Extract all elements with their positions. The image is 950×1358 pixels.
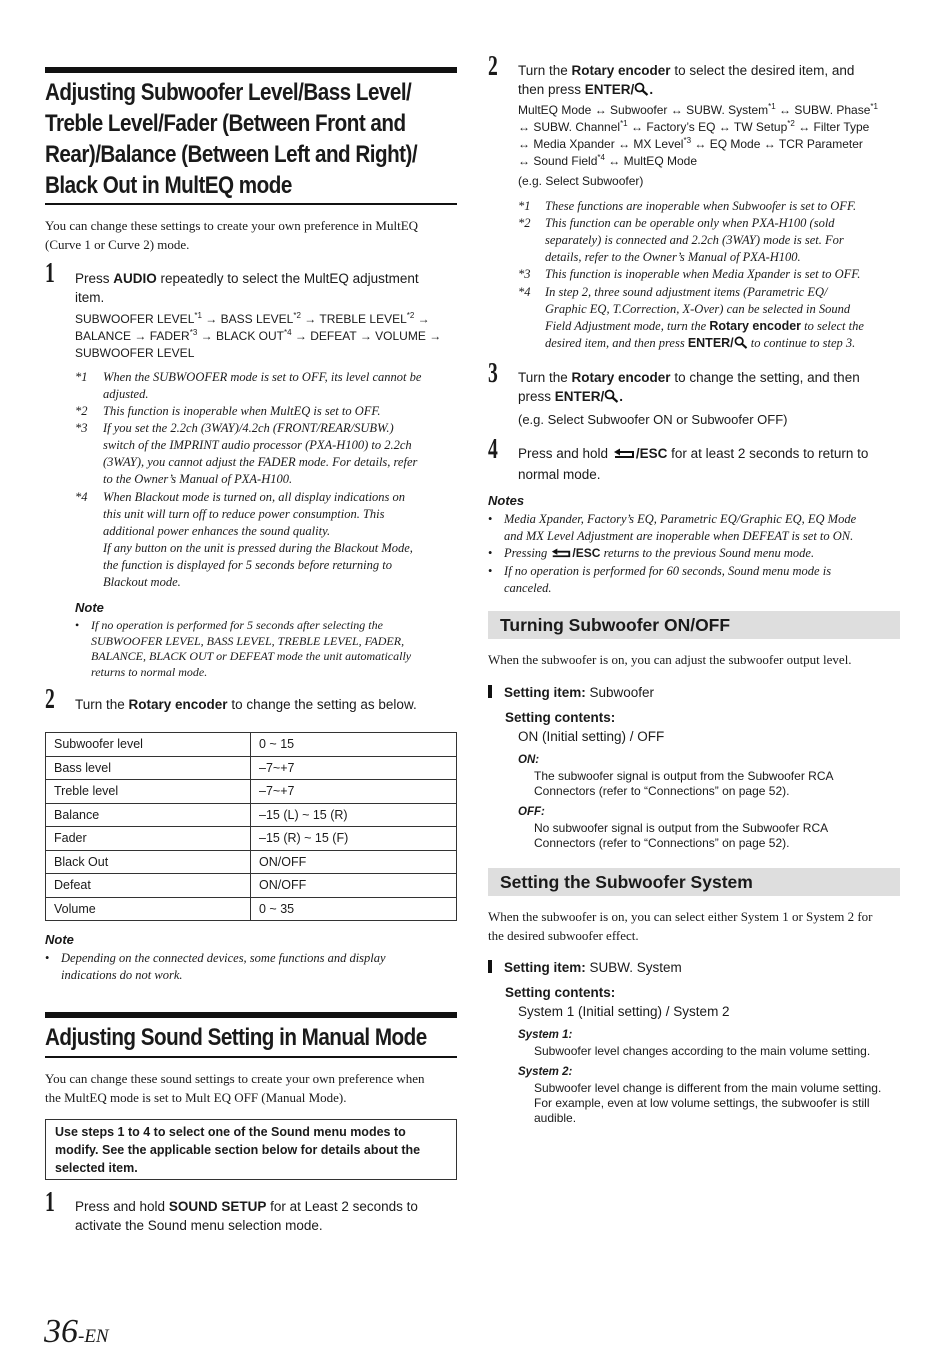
note-heading: Note: [75, 600, 104, 615]
option-description: No subwoofer signal is output from the Subwoofer RCA Connectors (refer to “Connections” on page 52).: [534, 821, 829, 850]
section-description: When the subwoofer is on, you can adjust the subwoofer output level.: [488, 652, 852, 667]
table-row: [46, 780, 457, 804]
return-arrow-icon: [550, 547, 572, 564]
section-heading-subwoofer-system: Setting the Subwoofer System: [488, 868, 900, 896]
setting-contents-label: Setting contents:: [505, 985, 616, 1000]
title-line: Black Out in MultEQ mode: [45, 172, 292, 199]
intro-paragraph: You can change these sound settings to create your own preference when the MultEQ mode is set to Mult EQ OFF (Manual Mode).: [45, 1071, 425, 1105]
footnote: *3 This function is inoperable when Media Xpander is set to OFF.: [518, 267, 861, 281]
table-row: [46, 827, 457, 851]
table-row: [46, 897, 457, 921]
setting-item: Setting item: Subwoofer: [488, 685, 654, 700]
title-line: Adjusting Subwoofer Level/Bass Level/: [45, 79, 412, 106]
step-instruction: Turn the Rotary encoder to change the setting, and then press ENTER/ .: [518, 368, 900, 408]
note-bullet: • Pressing /ESC returns to the previous Sound menu mode.: [488, 545, 900, 562]
return-arrow-icon: [612, 446, 636, 465]
option-description: Subwoofer level changes according to the main volume setting.: [534, 1044, 871, 1058]
setting-contents-value: ON (Initial setting) / OFF: [518, 729, 665, 744]
note-heading: Note: [45, 932, 74, 947]
footnote: *2 This function can be operable only when PXA-H100 (sold separately) is connected and 2.2ch (3WAY) mode is set. For details, refer to the Owner’s Manual of PXA-H100.: [518, 216, 844, 264]
item-marker: [488, 960, 492, 973]
footnote: *2 This function is inoperable when MultEQ is set to OFF.: [75, 404, 381, 418]
footnote: *4 When Blackout mode is turned on, all display indications on this unit will turn off to reduce power consumption. This additional power enhances the sound quality. If any button on the unit is pressed during the Blackout Mode, the function is displayed for 5 seconds before returning to Blackout mode.: [75, 490, 413, 589]
intro-paragraph: You can change these settings to create your own preference in MultEQ (Curve 1 or Curve 2) mode.: [45, 218, 419, 252]
search-icon: [734, 336, 748, 354]
table-row: [46, 733, 457, 757]
footnote: *1 These functions are inoperable when Subwoofer is set to OFF.: [518, 199, 857, 213]
option-label: OFF:: [518, 806, 545, 818]
setting-name-cell: Fader: [46, 827, 251, 851]
title-line: Treble Level/Fader (Between Front and: [45, 110, 406, 137]
note-bullet: • Media Xpander, Factory’s EQ, Parametric EQ/Graphic EQ, EQ Mode and MX Level Adjustment are inoperable when DEFEAT is set to ON.: [488, 512, 857, 543]
option-description: Subwoofer level change is different from the main volume setting. For example, even at low volume settings, the subwoofer is still audible.: [534, 1081, 882, 1125]
setting-item: Setting item: SUBW. System: [488, 960, 682, 975]
step-instruction: Turn the Rotary encoder to select the desired item, and then press ENTER/ .: [518, 61, 900, 101]
setting-name-cell: Bass level: [46, 756, 251, 780]
step-number: 1: [45, 1187, 55, 1218]
setting-name-cell: Black Out: [46, 850, 251, 874]
step-number: 2: [488, 51, 498, 82]
table-row: [46, 803, 457, 827]
setting-name-cell: Defeat: [46, 874, 251, 898]
setting-contents-value: System 1 (Initial setting) / System 2: [518, 1004, 730, 1019]
item-sequence: MultEQ Mode ↔ Subwoofer ↔ SUBW. System$^{*1}$ ↔ SUBW. Phase$^{*1}$ ↔ SUBW. Channel$^{*1}$ ↔ Factory’s EQ ↔ TW Setup$^{*2}$ ↔ Filter Type ↔ Media Xpander ↔ MX Level$^{*3}$ ↔ EQ Mode ↔ TCR Parameter ↔ Sound Field$^{*4}$ ↔ MultEQ Mode (e.g. Select Subwoofer): [518, 102, 878, 188]
setting-range-cell: ON/OFF: [251, 850, 457, 874]
section-title-manual-mode: Adjusting Sound Setting in Manual Mode: [45, 1012, 457, 1058]
search-icon: [634, 82, 649, 101]
instruction-box: Use steps 1 to 4 to select one of the Sound menu modes to modify. See the applicable section below for details about the selected item.: [45, 1119, 457, 1180]
mode-sequence: SUBWOOFER LEVEL$^{*1}$ → BASS LEVEL$^{*2}$ → TREBLE LEVEL$^{*2}$ → BALANCE → FADER$^{*3}$ → BLACK OUT$^{*4}$ → DEFEAT → VOLUME → SUBWOOFER LEVEL: [75, 311, 442, 360]
footnote: *3 If you set the 2.2ch (3WAY)/4.2ch (FRONT/REAR/SUBW.) switch of the IMPRINT audio processor (PXA-H100) to 2.2ch (3WAY), you cannot adjust the FADER mode. For details, refer to the Owner’s Manual of PXA-H100.: [75, 421, 418, 486]
setting-range-cell: –15 (R) ~ 15 (F): [251, 827, 457, 851]
setting-range-cell: 0 ~ 15: [251, 733, 457, 757]
table-row: [46, 850, 457, 874]
step-instruction: Press AUDIO repeatedly to select the MultEQ adjustment item.: [75, 271, 419, 305]
section-heading-subwoofer-on-off: Turning Subwoofer ON/OFF: [488, 611, 900, 639]
table-row: [46, 874, 457, 898]
setting-name-cell: Volume: [46, 897, 251, 921]
example-text: (e.g. Select Subwoofer ON or Subwoofer OFF): [518, 412, 788, 427]
setting-name-cell: Treble level: [46, 780, 251, 804]
setting-range-cell: –15 (L) ~ 15 (R): [251, 803, 457, 827]
settings-range-table: [45, 732, 457, 921]
search-icon: [604, 389, 619, 408]
footnote: *1 When the SUBWOOFER mode is set to OFF, its level cannot be adjusted.: [75, 370, 422, 401]
option-label: System 2:: [518, 1066, 573, 1078]
table-row: [46, 756, 457, 780]
setting-contents-label: Setting contents:: [505, 710, 616, 725]
step-instruction: Press and hold /ESC for at least 2 seconds to return to normal mode.: [518, 446, 869, 482]
section-title-subwoofer-levels: [45, 67, 457, 205]
option-label: ON:: [518, 754, 540, 766]
setting-name-cell: Balance: [46, 803, 251, 827]
section-description: When the subwoofer is on, you can select either System 1 or System 2 for the desired subwoofer effect.: [488, 909, 873, 943]
page-number: 36-EN: [44, 1313, 109, 1350]
option-label: System 1:: [518, 1029, 573, 1041]
setting-range-cell: ON/OFF: [251, 874, 457, 898]
item-marker: [488, 685, 492, 698]
step-number: 3: [488, 358, 498, 389]
option-description: The subwoofer signal is output from the Subwoofer RCA Connectors (refer to “Connections” on page 52).: [534, 769, 834, 798]
step-number: 2: [45, 684, 55, 715]
step-instruction: Turn the Rotary encoder to change the setting as below.: [75, 697, 417, 712]
step-number: 4: [488, 434, 498, 465]
step-number: 1: [45, 258, 55, 289]
setting-range-cell: 0 ~ 35: [251, 897, 457, 921]
setting-name-cell: Subwoofer level: [46, 733, 251, 757]
footnote: *4 In step 2, three sound adjustment items (Parametric EQ/ Graphic EQ, T.Correction, X-Over) can be selected in Sound Field Adjustment mode, turn the Rotary encoder to select the desired item, and then press ENTER/ to continue to step 3.: [518, 284, 900, 352]
step-instruction: Press and hold SOUND SETUP for at Least 2 seconds to activate the Sound menu selection mode.: [75, 1199, 418, 1233]
note-bullet: • If no operation is performed for 60 seconds, Sound menu mode is canceled.: [488, 564, 832, 595]
setting-range-cell: –7~+7: [251, 756, 457, 780]
setting-range-cell: –7~+7: [251, 780, 457, 804]
title-line: Rear)/Balance (Between Left and Right)/: [45, 141, 418, 168]
notes-heading: Notes: [488, 493, 525, 508]
